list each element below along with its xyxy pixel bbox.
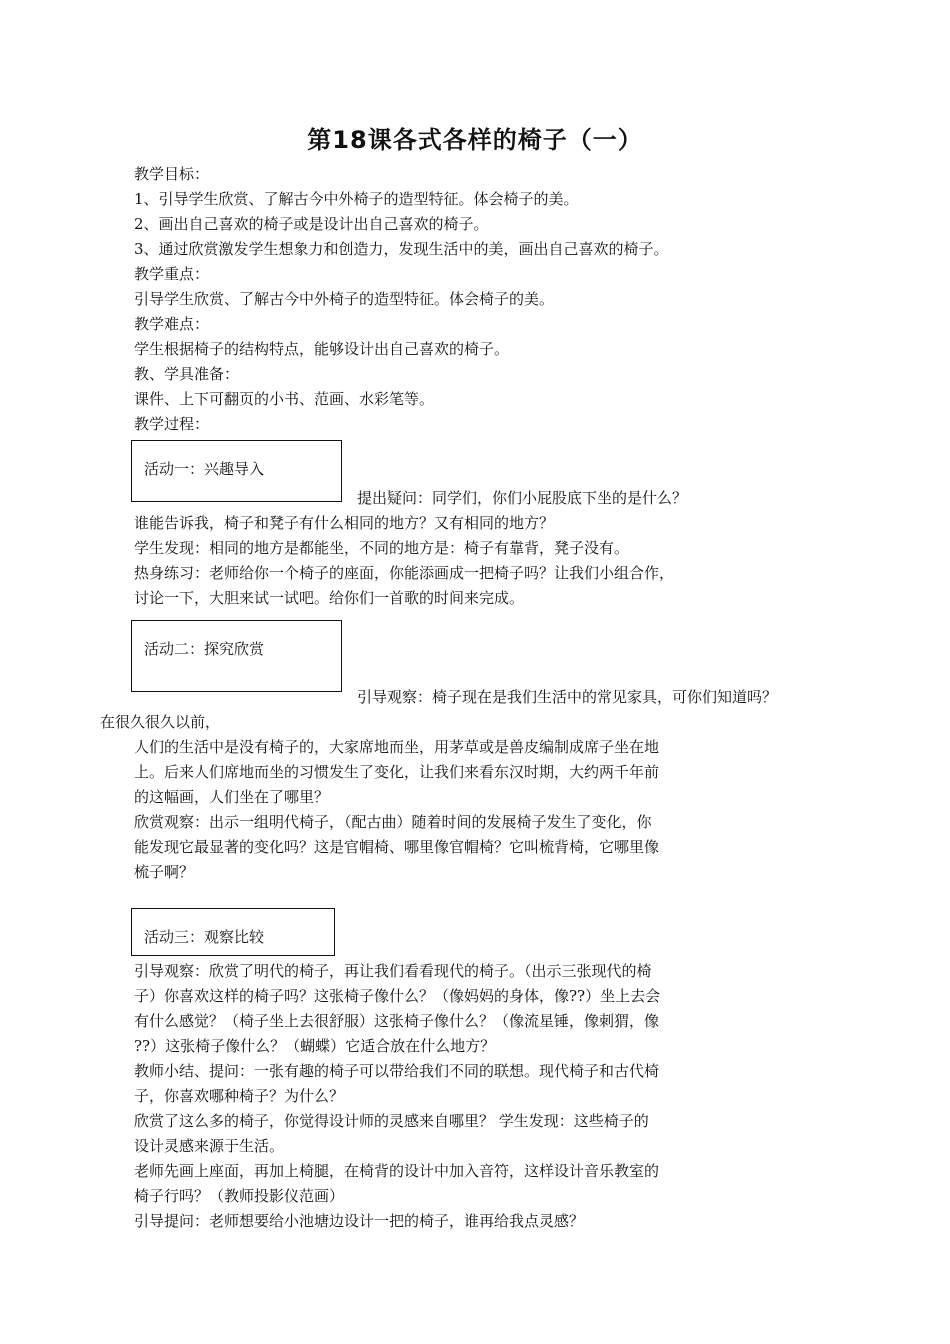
activity-1-line: 谁能告诉我，椅子和凳子有什么相同的地方？又有相同的地方？ (134, 514, 555, 532)
activity-3-line: 椅子行吗？（教师投影仪范画） (134, 1187, 345, 1205)
lesson-title: 第18课各式各样的椅子（一） (307, 126, 643, 154)
activity-3-line: 设计灵感来源于生活。 (134, 1137, 285, 1155)
activity-2-label: 活动二：探究欣赏 (144, 640, 265, 658)
activity-3-box (131, 908, 335, 956)
activity-2-line: 能发现它最显著的变化吗？这是官帽椅、哪里像官帽椅？它叫梳背椅，它哪里像 (134, 838, 660, 856)
activity-1-line: 提出疑问：同学们，你们小屁股底下坐的是什么？ (357, 489, 688, 507)
activity-3-line: 老师先画上座面，再加上椅腿，在椅背的设计中加入音符，这样设计音乐教室的 (134, 1162, 660, 1180)
activity-2-box (131, 620, 342, 692)
activity-2-line: 梳子啊？ (134, 863, 195, 881)
objective-item: 1、引导学生欣赏、了解古今中外椅子的造型特征。体会椅子的美。 (134, 190, 579, 208)
objective-item: 3、通过欣赏激发学生想象力和创造力，发现生活中的美，画出自己喜欢的椅子。 (134, 240, 669, 258)
activity-3-line: 有什么感觉？（椅子坐上去很舒服）这张椅子像什么？（像流星锤，像刺猬，像 (134, 1012, 660, 1030)
activity-2-line: 人们的生活中是没有椅子的，大家席地而坐，用茅草或是兽皮编制成席子坐在地 (134, 738, 660, 756)
activity-1-line: 学生发现：相同的地方是都能坐，不同的地方是：椅子有靠背，凳子没有。 (134, 539, 630, 557)
activity-3-line: 欣赏了这么多的椅子，你觉得设计师的灵感来自哪里？ 学生发现：这些椅子的 (134, 1112, 649, 1130)
activity-2-line: 上。后来人们席地而坐的习惯发生了变化，让我们来看东汉时期，大约两千年前 (134, 763, 660, 781)
materials-text: 课件、上下可翻页的小书、范画、水彩笔等。 (134, 390, 435, 408)
process-heading: 教学过程： (134, 415, 210, 433)
key-point-heading: 教学重点： (134, 265, 210, 283)
activity-1-label: 活动一：兴趣导入 (144, 460, 265, 478)
activity-3-line: 子）你喜欢这样的椅子吗？这张椅子像什么？（像妈妈的身体，像??）坐上去会 (134, 987, 661, 1005)
activity-2-line: 在很久很久以前， (100, 713, 221, 731)
key-point-text: 引导学生欣赏、了解古今中外椅子的造型特征。体会椅子的美。 (134, 290, 555, 308)
activity-3-line: 子，你喜欢哪种椅子？为什么？ (134, 1087, 345, 1105)
activity-3-line: 引导提问：老师想要给小池塘边设计一把的椅子，谁再给我点灵感？ (134, 1212, 585, 1230)
activity-1-box (131, 440, 342, 502)
activity-3-line: 引导观察：欣赏了明代的椅子，再让我们看看现代的椅子。（出示三张现代的椅 (134, 962, 652, 980)
activity-3-line: 教师小结、提问：一张有趣的椅子可以带给我们不同的联想。现代椅子和古代椅 (134, 1062, 660, 1080)
difficulty-heading: 教学难点： (134, 315, 210, 333)
activity-1-line: 热身练习：老师给你一个椅子的座面，你能添画成一把椅子吗？让我们小组合作， (134, 564, 675, 582)
activity-1-line: 讨论一下，大胆来试一试吧。给你们一首歌的时间来完成。 (134, 589, 525, 607)
objective-item: 2、画出自己喜欢的椅子或是设计出自己喜欢的椅子。 (134, 215, 489, 233)
activity-2-line: 引导观察：椅子现在是我们生活中的常见家具，可你们知道吗？ (357, 688, 778, 706)
activity-2-line: 的这幅画，人们坐在了哪里？ (134, 788, 330, 806)
objectives-heading: 教学目标： (134, 165, 210, 183)
difficulty-text: 学生根据椅子的结构特点，能够设计出自己喜欢的椅子。 (134, 340, 510, 358)
activity-2-line: 欣赏观察：出示一组明代椅子，（配古曲）随着时间的发展椅子发生了变化，你 (134, 813, 652, 831)
materials-heading: 教、学具准备： (134, 365, 240, 383)
activity-3-line: ??）这张椅子像什么？（蝴蝶）它适合放在什么地方？ (134, 1037, 496, 1055)
activity-3-label: 活动三：观察比较 (144, 928, 265, 946)
